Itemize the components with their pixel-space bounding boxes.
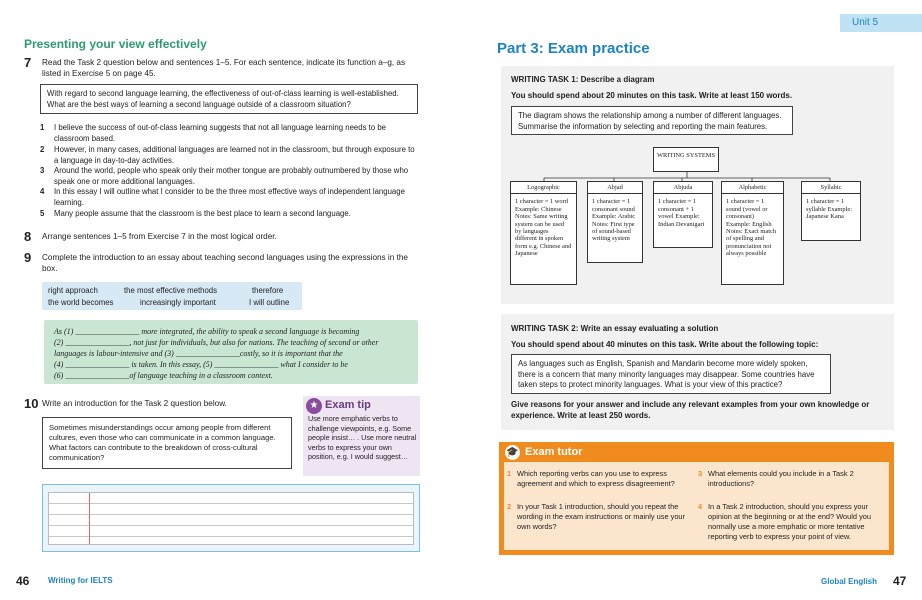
graduation-cap-icon: 🎓 [506, 447, 519, 458]
task-2-title: WRITING TASK 2: Write an essay evaluating a solution [511, 324, 719, 333]
question-9-text: Complete the introduction to an essay about teaching second languages using the expressions in the box. [42, 253, 408, 273]
expression: right approach [48, 286, 98, 295]
writing-task-1-panel [501, 66, 894, 304]
question-number-10: 10 [24, 396, 39, 411]
gap-line: As (1) ________________ more integrated, the ability to speak a second language is becoming [54, 327, 360, 336]
question-number-9: 9 [24, 250, 32, 265]
expression: I will outline [249, 298, 290, 307]
page-number-left: 46 [16, 574, 30, 588]
exam-tip-icon: ★ [306, 398, 322, 414]
question-7-text: Read the Task 2 question below and sentences 1–5. For each sentence, indicate its function a–g, as listed in Exercise 5 on page 45. [42, 58, 406, 78]
exam-tip-body: Use more emphatic verbs to challenge viewpoints, e.g. Some people insist… . Use more neutral verbs to express your own position, e.g. I would suggest… [308, 414, 417, 461]
footer-right-title: Global English [821, 577, 878, 586]
lined-paper[interactable] [48, 492, 414, 545]
expression: therefore [252, 286, 284, 295]
diagram-node: Logographic 1 character = 1 word Example: Chinese Notes: Same writing system can be used by languages different in spoken form e.g. Chinese and Japanese [510, 181, 577, 285]
task-1-time: You should spend about 20 minutes on this task. Write at least 150 words. [511, 91, 793, 100]
diagram-node: Abjad 1 character = 1 consonant sound Example: Arabic Notes: First type of sound-based writing system [587, 181, 643, 263]
exam-tutor-tab [499, 442, 649, 464]
footer-left-title: Writing for IELTS [48, 576, 113, 585]
expression: increasingly important [140, 298, 216, 307]
diagram-node: Alphabetic 1 character = 1 sound (vowel or consonant) Example: English Notes: Exact match of spelling and pronunciation not always possible [721, 181, 784, 285]
expression: the world becomes [48, 298, 114, 307]
exam-tutor-questions: 1 Which reporting verbs can you use to express agreement and which to express disagreement? 2 In your Task 1 introduction, should you repeat the wording in the exam instructions or mainly use your own words? 3 What elements could you include in a Task 2 introductions? 4 In a Task 2 introduction, should you express your opinion at the beginning or at the end? Would you normally use a more emphatic or more tentative reporting verb to express your point of view. [504, 462, 889, 550]
task-1-box: The diagram shows the relationship among a number of different languages. Summarise the information by selecting and reporting the main features. [511, 106, 793, 135]
diagram-node: Abjuda 1 character = 1 consonant + 1 vowel Example: Indian Devanigari [653, 181, 713, 248]
gap-line: (6) ________________of language teaching in a classroom context. [54, 371, 273, 380]
task-question-box: With regard to second language learning, the effectiveness of out-of-class learning is well-established. What are the best ways of learning a second language outside of a classroom situation? [40, 84, 418, 114]
task-question-box: Sometimes misunderstandings occur among people from different cultures, even those who can communicate in a common language. What factors can contribute to the breakdown of cross-cultural communication? [42, 417, 292, 469]
question-number-7: 7 [24, 55, 32, 70]
writing-task-2-panel [501, 314, 894, 430]
question-8-text: Arrange sentences 1–5 from Exercise 7 in the most logical order. [42, 232, 277, 241]
diagram-root: WRITING SYSTEMS [653, 147, 719, 172]
gap-line: (2) ________________, not just for individuals, but also for nations. The teaching of second or other [54, 338, 379, 347]
question-number-8: 8 [24, 229, 32, 244]
section-heading: Presenting your view effectively [24, 37, 207, 51]
writing-area[interactable] [42, 484, 420, 552]
exam-tip-box [303, 396, 420, 476]
task-2-time: You should spend about 40 minutes on this task. Write about the following topic: [511, 340, 819, 349]
expressions-box [42, 282, 302, 310]
expression: the most effective methods [124, 286, 218, 295]
diagram-node: Syllabic 1 character = 1 syllable Example: Japanese Kana [801, 181, 861, 241]
part-title: Part 3: Exam practice [497, 40, 650, 57]
task-2-instruction: Give reasons for your answer and include any relevant examples from your own knowledge or experience. Write at least 250 words. [511, 400, 870, 420]
unit-tab: Unit 5 [840, 14, 922, 32]
gap-line: (4) ________________ is taken. In this essay, (5) ________________ what I consider to be [54, 360, 348, 369]
exam-tutor-title: Exam tutor [525, 446, 583, 458]
task-2-box: As languages such as English, Spanish and Mandarin become more widely spoken, there is a concern that many minority languages may disappear. Some countries have taken steps to protect minority languages. What is your view of this practice? [511, 354, 831, 394]
gap-line: languages is labour-intensive and (3) ________________costly, so it is important that the [54, 349, 343, 358]
page-number-right: 47 [893, 574, 907, 588]
task-1-title: WRITING TASK 1: Describe a diagram [511, 75, 655, 84]
question-10-text: Write an introduction for the Task 2 question below. [42, 399, 227, 408]
gap-fill-text [44, 320, 418, 384]
exam-tip-title: Exam tip [325, 399, 371, 411]
